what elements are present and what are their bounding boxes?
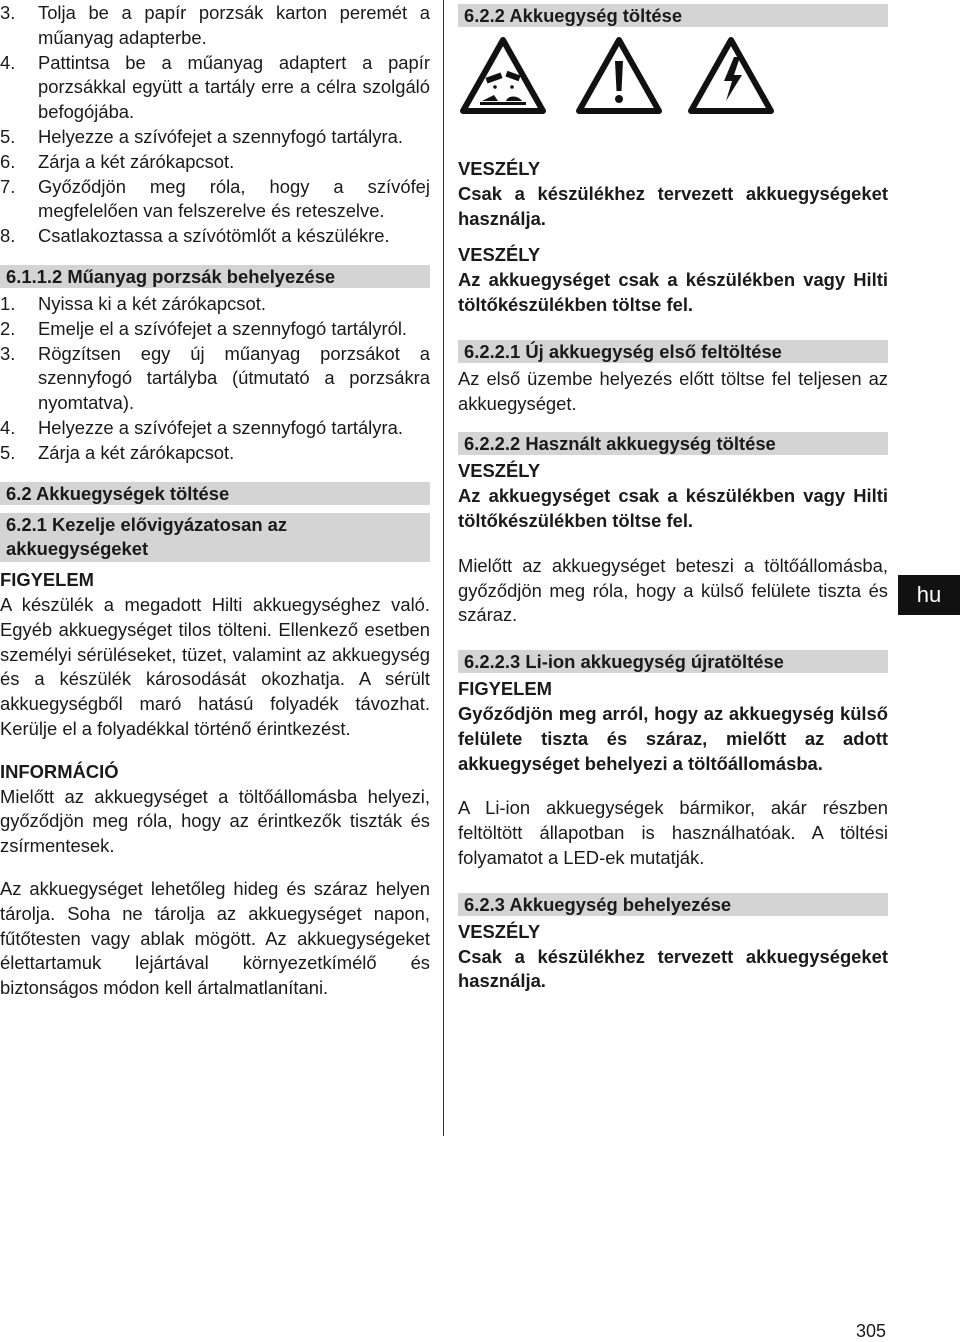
section-heading-6-2-3: 6.2.3 Akkuegység behelyezése (458, 893, 888, 916)
top-step-list (0, 1, 430, 249)
left-column (0, 0, 430, 1001)
column-divider (443, 0, 444, 1136)
section-heading-6-2-2-1: 6.2.2.1 Új akkuegység első feltöltése (458, 340, 888, 363)
li-ion-text: A Li-ion akkuegységek bármikor, akár részben feltöltött állapotban is használhatóak. A töltési folyamatot a LED-ek mutatják. (458, 797, 888, 868)
section-heading-6-1-1-2: 6.1.1.2 Műanyag porzsák behelyezése (0, 265, 430, 288)
used-charge-text: Mielőtt az akkuegységet beteszi a töltőállomásba, győződjön meg róla, hogy a külső felülete tiszta és száraz. (458, 554, 888, 626)
list-item: 5. Zárja a két zárókapcsot. (0, 441, 235, 463)
danger-text: Csak a készülékhez tervezett akkuegységeket használja. (458, 182, 888, 229)
danger-text: Az akkuegységet csak a készülékben vagy Hilti töltőkészülékben töltse fel. (458, 269, 888, 315)
list-item: 8. Csatlakoztassa a szívótömlőt a készülékre. (0, 225, 390, 247)
page-number: 305 (856, 1321, 887, 1341)
general-warning-icon (576, 37, 662, 115)
list-item: 4. Helyezze a szívófejet a szennyfogó tartályra. (0, 416, 403, 438)
danger-label: VESZÉLY (458, 244, 541, 266)
language-tab: hu (898, 575, 960, 615)
corrosive-warning-icon (460, 37, 546, 115)
electric-shock-warning-icon (688, 37, 774, 115)
notice-text: Győződjön meg arról, hogy az akkuegység külső felülete tiszta és száraz, mielőtt az adott akkuegységet behelyezi a töltőállomásba. (458, 702, 888, 774)
list-item: 3. Tolja be a papír porzsák karton peremét a műanyag adapterbe. (0, 2, 430, 48)
notice-text: A készülék a megadott Hilti akkuegységhez való. Egyéb akkuegységet tilos tölteni. Ellenkező esetben személyi sérüléseket, tüzet, valamint az akkuegység és a készülék károsodását okozhatja. A sérült akkuegységből maró hatású folyadék távozhat. Kerülje el a folyadékkal történő érintkezést. (0, 593, 430, 739)
section-heading-6-2: 6.2 Akkuegységek töltése (0, 482, 430, 505)
list-item: 3. Rögzítsen egy új műanyag porzsákot a szennyfogó tartályba (útmutató a porzsákra nyomtatva). (0, 342, 430, 414)
section-heading-6-2-1: 6.2.1 Kezelje elővigyázatosan az akkuegységeket (0, 513, 430, 563)
info-label: INFORMÁCIÓ (0, 760, 119, 782)
danger-label: VESZÉLY (458, 920, 541, 942)
list-item: 6. Zárja a két zárókapcsot. (0, 150, 235, 172)
first-charge-text: Az első üzembe helyezés előtt töltse fel teljesen az akkuegységet. (458, 367, 888, 414)
right-column (458, 0, 888, 994)
info-text: Mielőtt az akkuegységet a töltőállomásba helyezi, győződjön meg róla, hogy az érintkezők tiszták és zsírmentesek. (0, 785, 430, 857)
list-item: 5. Helyezze a szívófejet a szennyfogó tartályra. (0, 125, 403, 147)
list-item: 2. Emelje el a szívófejet a szennyfogó tartályról. (0, 317, 408, 339)
list-item: 7. Győződjön meg róla, hogy a szívófej megfelelően van felszerelve és reteszelve. (0, 175, 430, 222)
notice-label: FIGYELEM (458, 678, 553, 700)
storage-text: Az akkuegységet lehetőleg hideg és száraz helyen tárolja. Soha ne tárolja az akkuegységet napon, fűtőtesten vagy ablak mögött. Az akkuegységeket élettartamuk lejártával környezetkímélő és biztonságos módon kell ártalmatlanítani. (0, 877, 430, 999)
section-heading-6-2-2: 6.2.2 Akkuegység töltése (458, 4, 888, 27)
warning-icons (458, 37, 888, 129)
section-heading-6-2-2-2: 6.2.2.2 Használt akkuegység töltése (458, 432, 888, 455)
danger-label: VESZÉLY (458, 158, 541, 179)
danger-label: VESZÉLY (458, 460, 541, 482)
section-heading-6-2-2-3: 6.2.2.3 Li-ion akkuegység újratöltése (458, 650, 888, 673)
list-item: 1. Nyissa ki a két zárókapcsot. (0, 292, 266, 314)
danger-text: Az akkuegységet csak a készülékben vagy Hilti töltőkészülékben töltse fel. (458, 485, 888, 531)
step-list-6-1-1-2 (0, 292, 430, 466)
list-item: 4. Pattintsa be a műanyag adaptert a papír porzsákkal együtt a tartály erre a célra szolgáló befogójába. (0, 51, 430, 123)
notice-label: FIGYELEM (0, 569, 95, 591)
danger-text: Csak a készülékhez tervezett akkuegységeket használja. (458, 945, 888, 992)
